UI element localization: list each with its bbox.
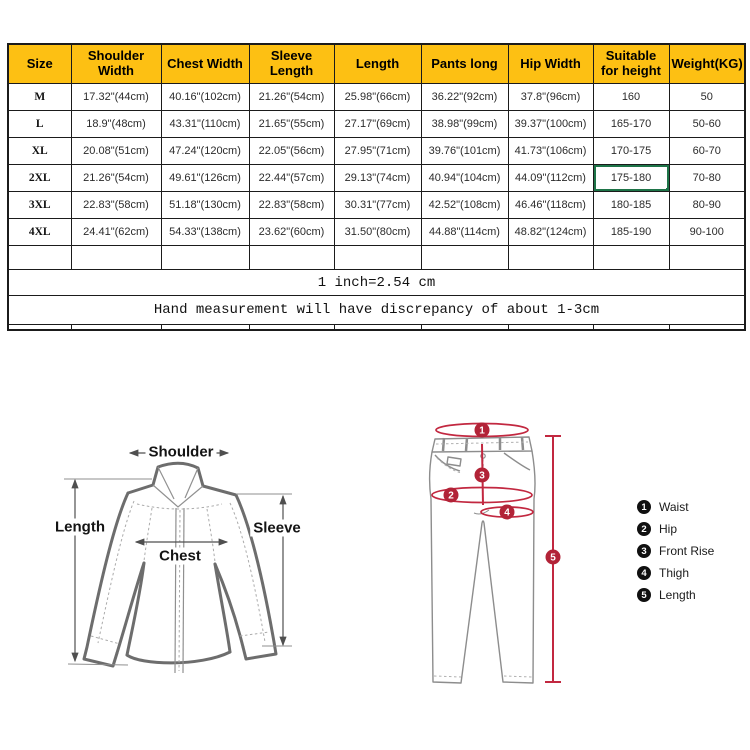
badge-3: 3: [479, 470, 485, 482]
measurement-cell: 27.95"(71cm): [334, 138, 421, 165]
pants-measure-marks: [432, 424, 561, 683]
measurement-cell: 29.13"(74cm): [334, 165, 421, 192]
measurement-cell: 185-190: [593, 219, 669, 246]
selected-cell-border: [594, 165, 669, 191]
column-header-5: Pants long: [421, 44, 508, 84]
measurement-cell: 21.26"(54cm): [71, 165, 161, 192]
legend-item-thigh: [637, 566, 714, 580]
column-header-6: Hip Width: [508, 44, 593, 84]
note-text-1: 1 inch=2.54 cm: [8, 270, 745, 296]
thin-cell: [334, 325, 421, 331]
measurement-cell: 41.73"(106cm): [508, 138, 593, 165]
measurement-cell: 18.9"(48cm): [71, 111, 161, 138]
measurement-cell: 30.31"(77cm): [334, 192, 421, 219]
measurement-cell: 22.05"(56cm): [249, 138, 334, 165]
measurement-cell: 50: [669, 84, 745, 111]
selected-cell[interactable]: 175-180: [593, 165, 669, 192]
legend-label-hip: Hip: [659, 522, 678, 536]
measurement-cell: 24.41"(62cm): [71, 219, 161, 246]
chest-label: Chest: [156, 548, 204, 565]
legend-badge-3: 3: [637, 544, 651, 558]
thin-cell: [8, 325, 71, 331]
measurement-cell: 22.83"(58cm): [71, 192, 161, 219]
empty-cell: [249, 246, 334, 270]
pants-measurement-diagram: [420, 405, 580, 705]
measurement-cell: 46.46"(118cm): [508, 192, 593, 219]
measurement-cell: 60-70: [669, 138, 745, 165]
legend-item-length: [637, 588, 714, 602]
measurement-cell: 70-80: [669, 165, 745, 192]
legend-badge-2: 2: [637, 522, 651, 536]
measurement-cell: 49.61"(126cm): [161, 165, 249, 192]
empty-cell: [421, 246, 508, 270]
legend-label-front-rise: Front Rise: [659, 544, 715, 558]
size-row-3XL: [8, 192, 745, 219]
measurement-cell: 51.18"(130cm): [161, 192, 249, 219]
measurement-cell: 170-175: [593, 138, 669, 165]
measurement-cell: 22.44"(57cm): [249, 165, 334, 192]
measurement-cell: 180-185: [593, 192, 669, 219]
thin-cell: [249, 325, 334, 331]
measurement-cell: 40.94"(104cm): [421, 165, 508, 192]
selection-fill-handle[interactable]: [666, 188, 670, 192]
empty-cell: [669, 246, 745, 270]
sleeve-label: Sleeve: [250, 520, 304, 537]
measurement-cell: 48.82"(124cm): [508, 219, 593, 246]
column-header-7: Suitable for height: [593, 44, 669, 84]
size-label-cell: XL: [8, 138, 71, 165]
thin-cell: [161, 325, 249, 331]
measurement-cell: 31.50"(80cm): [334, 219, 421, 246]
thin-cell: [421, 325, 508, 331]
note-row-1: [8, 270, 745, 296]
size-label-cell: M: [8, 84, 71, 111]
size-label-cell: L: [8, 111, 71, 138]
thin-bottom-row: [8, 325, 745, 331]
size-label-cell: 4XL: [8, 219, 71, 246]
size-row-4XL: [8, 219, 745, 246]
measurement-cell: 40.16"(102cm): [161, 84, 249, 111]
empty-cell: [508, 246, 593, 270]
legend-badge-5: 5: [637, 588, 651, 602]
measurement-cell: 43.31"(110cm): [161, 111, 249, 138]
measurement-cell: 54.33"(138cm): [161, 219, 249, 246]
measurement-cell: 25.98"(66cm): [334, 84, 421, 111]
measurement-cell: 42.52"(108cm): [421, 192, 508, 219]
legend-item-front-rise: [637, 544, 714, 558]
measurement-cell: 17.32"(44cm): [71, 84, 161, 111]
thin-cell: [669, 325, 745, 331]
shirt-detail-lines: [153, 467, 203, 673]
badge-5: 5: [550, 552, 556, 564]
measurement-cell: 47.24"(120cm): [161, 138, 249, 165]
legend-label-length: Length: [659, 588, 696, 602]
measurement-cell: 90-100: [669, 219, 745, 246]
legend-label-waist: Waist: [659, 500, 689, 514]
size-label-cell: 2XL: [8, 165, 71, 192]
column-header-8: Weight(KG): [669, 44, 745, 84]
legend-label-thigh: Thigh: [659, 566, 690, 580]
column-header-3: Sleeve Length: [249, 44, 334, 84]
measurement-cell: 37.8"(96cm): [508, 84, 593, 111]
measurement-cell: 80-90: [669, 192, 745, 219]
empty-cell: [593, 246, 669, 270]
measurement-cell: 44.88"(114cm): [421, 219, 508, 246]
size-row-2XL: [8, 165, 745, 192]
legend-item-waist: [637, 500, 714, 514]
measurement-cell: 50-60: [669, 111, 745, 138]
measurement-cell: 36.22"(92cm): [421, 84, 508, 111]
size-chart-table: [7, 43, 746, 331]
measurement-cell: 20.08"(51cm): [71, 138, 161, 165]
badge-2: 2: [448, 490, 454, 502]
empty-cell: [71, 246, 161, 270]
measurement-cell: 21.26"(54cm): [249, 84, 334, 111]
note-row-2: [8, 296, 745, 325]
column-header-4: Length: [334, 44, 421, 84]
measurement-cell: 44.09"(112cm): [508, 165, 593, 192]
shoulder-label: Shoulder: [145, 444, 216, 461]
size-row-XL: [8, 138, 745, 165]
legend-item-hip: [637, 522, 714, 536]
badge-4: 4: [504, 507, 510, 519]
empty-cell: [334, 246, 421, 270]
thin-cell: [508, 325, 593, 331]
column-header-1: Shoulder Width: [71, 44, 161, 84]
column-header-0: Size: [8, 44, 71, 84]
measurement-cell: 160: [593, 84, 669, 111]
empty-row: [8, 246, 745, 270]
pants-legend: [637, 500, 714, 602]
measurement-cell: 27.17"(69cm): [334, 111, 421, 138]
measurement-cell: 22.83"(58cm): [249, 192, 334, 219]
empty-cell: [8, 246, 71, 270]
badge-1: 1: [479, 425, 485, 437]
length-label: Length: [52, 519, 108, 536]
measurement-cell: 39.76"(101cm): [421, 138, 508, 165]
size-label-cell: 3XL: [8, 192, 71, 219]
note-text-2: Hand measurement will have discrepancy of about 1-3cm: [8, 296, 745, 325]
measurement-cell: 21.65"(55cm): [249, 111, 334, 138]
size-row-M: [8, 84, 745, 111]
size-row-L: [8, 111, 745, 138]
measurement-cell: 38.98"(99cm): [421, 111, 508, 138]
legend-badge-1: 1: [637, 500, 651, 514]
measurement-cell: 165-170: [593, 111, 669, 138]
legend-badge-4: 4: [637, 566, 651, 580]
thin-cell: [593, 325, 669, 331]
column-header-2: Chest Width: [161, 44, 249, 84]
table-header-row: [8, 44, 745, 84]
thin-cell: [71, 325, 161, 331]
measurement-cell: 39.37"(100cm): [508, 111, 593, 138]
empty-cell: [161, 246, 249, 270]
measurement-cell: 23.62"(60cm): [249, 219, 334, 246]
